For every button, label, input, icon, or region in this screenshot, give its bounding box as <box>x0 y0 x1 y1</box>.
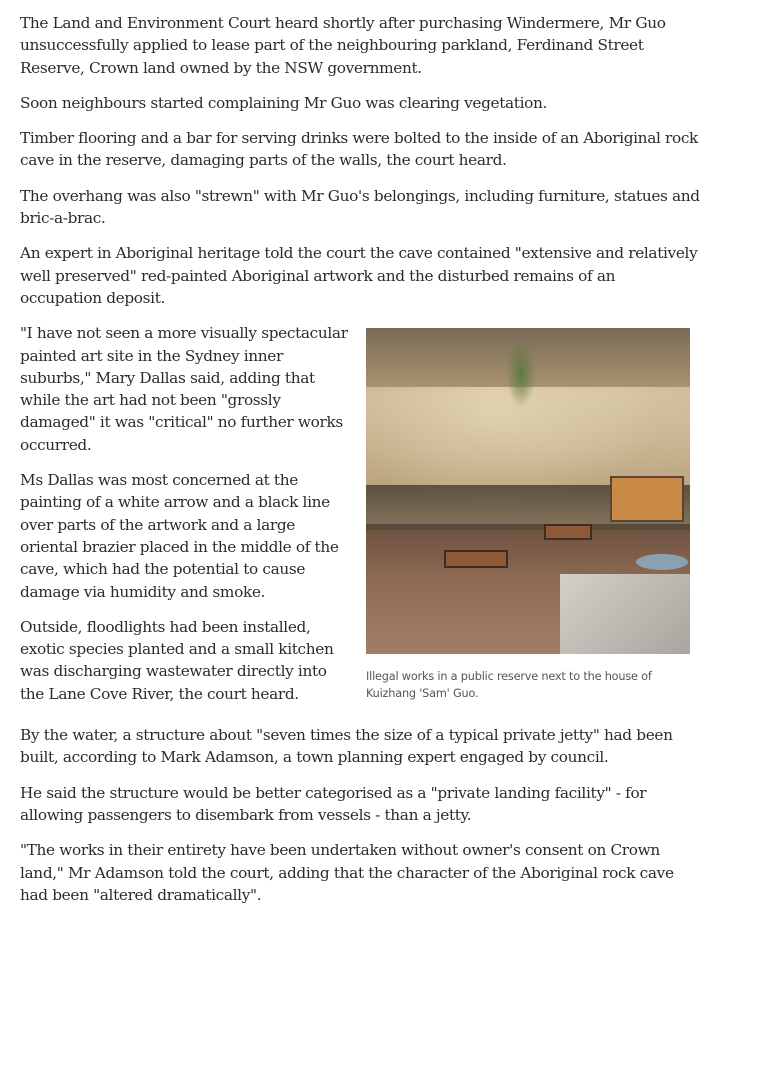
paragraph: Soon neighbours started complaining Mr Guo was clearing vegetation. <box>20 93 548 112</box>
left-column <box>20 322 350 718</box>
paragraph: Ms Dallas was most concerned at the painting of a white arrow and a black line over parts of the artwork and a large oriental brazier placed in the middle of the cave, which had the potential to cause damage via humidity and smoke. <box>20 471 339 601</box>
text-with-figure <box>20 322 700 718</box>
paragraph: He said the structure would be better categorised as a "private landing facility" - for allowing passengers to disembark from vessels - than a jetty. <box>20 783 647 824</box>
article-body <box>20 12 700 919</box>
cave-photo <box>366 328 690 654</box>
paragraph: By the water, a structure about "seven times the size of a typical private jetty" had been built, according to Mark Adamson, a town planning expert engaged by council. <box>20 726 673 767</box>
paragraph: Timber flooring and a bar for serving drinks were bolted to the inside of an Aboriginal rock cave in the reserve, damaging parts of the walls, the court heard. <box>20 129 698 170</box>
paragraph: "I have not seen a more visually spectacular painted art site in the Sydney inner suburbs," Mary Dallas said, adding that while the art had not been "grossly damaged" it was "critical" no further works occurred. <box>20 324 348 454</box>
paragraph: The Land and Environment Court heard shortly after purchasing Windermere, Mr Guo unsuccessfully applied to lease part of the neighbouring parkland, Ferdinand Street Reserve, Crown land owned by the NSW government. <box>20 14 666 77</box>
paragraph: The overhang was also "strewn" with Mr Guo's belongings, including furniture, statues and bric-a-brac. <box>20 186 700 228</box>
paragraph: "The works in their entirety have been undertaken without owner's consent on Crown land," Mr Adamson told the court, adding that the character of the Aboriginal rock cave had been "altered dramatically". <box>20 841 674 904</box>
paragraph: Outside, floodlights had been installed, exotic species planted and a small kitchen was discharging wastewater directly into the Lane Cove River, the court heard. <box>20 617 334 703</box>
figure <box>366 328 690 702</box>
photo-caption: Illegal works in a public reserve next to the house of Kuizhang 'Sam' Guo. <box>366 670 652 701</box>
paragraph: An expert in Aboriginal heritage told the court the cave contained "extensive and relatively well preserved" red-painted Aboriginal artwork and the disturbed remains of an occupation deposit. <box>20 244 698 307</box>
